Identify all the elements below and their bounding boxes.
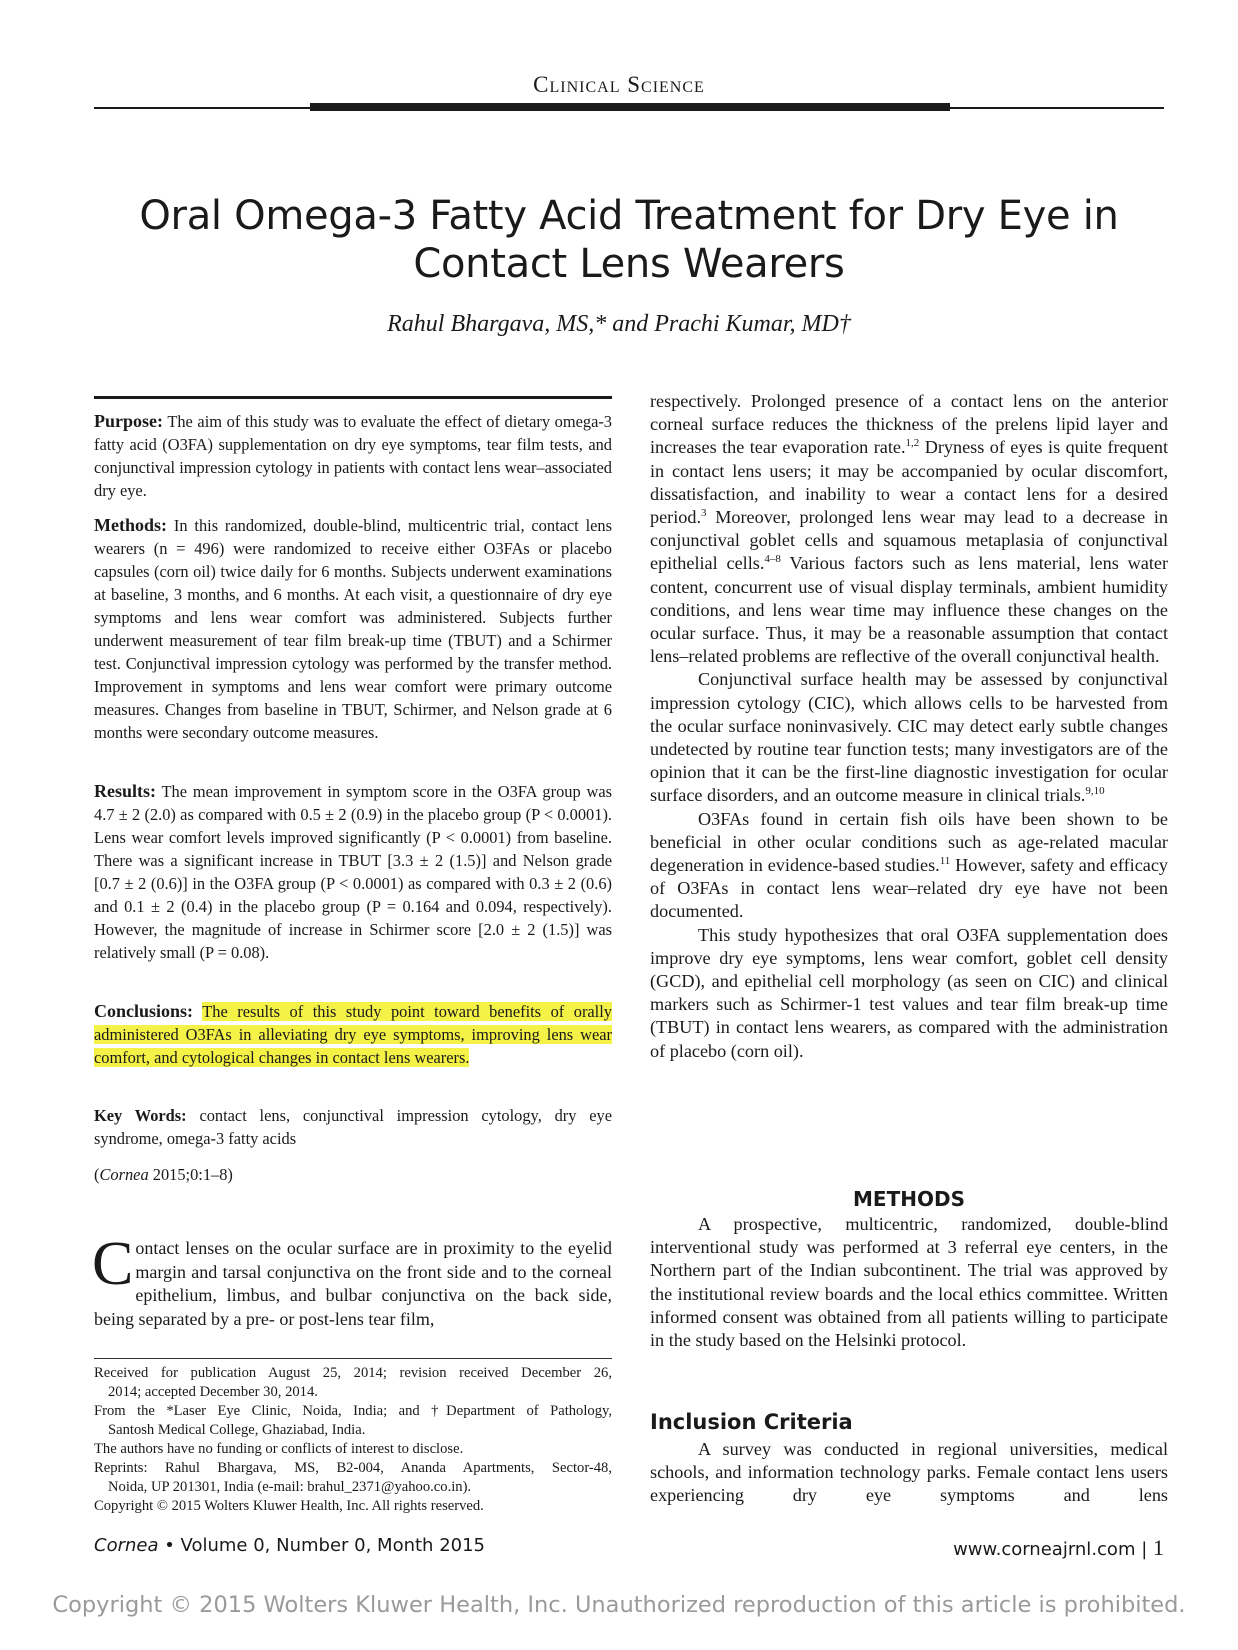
footer-url-page: [953, 1535, 1164, 1561]
intro-text: ontact lenses on the ocular surface are in proximity to the eyelid margin and tarsal conjunctiva on the front side and to the corneal epithelium, limbus, and bulbar conjunctiva on the back side, being separated by a pre- or post-lens tear film,: [94, 1238, 612, 1329]
citation-rest: 2015;0:1–8): [152, 1165, 233, 1184]
body-paragraph-2: Conjunctival surface health may be assessed by conjunctival impression cytology (CIC), which allows cells to be harvested from the ocular surface noninvasively. CIC may detect early subtle changes undetected by routine tear function tests; many investigators are of the opinion that it can be the first-line diagnostic investigation for ocular surface disorders, and an outcome measure in clinical trials.$^{9,10}$: [650, 669, 1168, 806]
footnotes: [94, 1364, 612, 1516]
footnote-rule: [94, 1358, 612, 1359]
abstract-methods: [94, 514, 612, 744]
results-text: The mean improvement in symptom score in the O3FA group was 4.7 ± 2 (2.0) as compared with 0.5 ± 2 (0.9) in the placebo group (P < 0.0001). Lens wear comfort levels improved significantly (P < 0.0001) from baseline. There was a significant increase in TBUT [3.3 ± 2 (1.5)] and Nelson grade [0.7 ± 2 (0.6)] in the O3FA group (P < 0.0001) as compared with 0.3 ± 2 (0.6) and 0.1 ± 2 (0.4) in the placebo group (P = 0.164 and 0.094, respectively). However, the magnitude of increase in Schirmer score [2.0 ± 2 (1.5)] was relatively small (P = 0.08).: [94, 782, 612, 962]
footer-journal-name: Cornea: [94, 1535, 159, 1556]
citation-ref: 3: [701, 506, 707, 519]
purpose-text: The aim of this study was to evaluate the effect of dietary omega-3 fatty acid (O3FA) supplementation on dry eye symptoms, tear film tests, and conjunctival impression cytology in patients with contact lens wear–associated dry eye.: [94, 412, 612, 500]
methods-heading-section: METHODS: [853, 1187, 965, 1211]
results-heading: Results:: [94, 781, 156, 801]
citation-ref: 9,10: [1085, 785, 1105, 798]
purpose-heading: Purpose:: [94, 411, 163, 431]
citation-open: (: [94, 1165, 100, 1184]
abstract-results: [94, 780, 612, 964]
footnote-affiliation-cont: Santosh Medical College, Ghaziabad, India.: [108, 1422, 366, 1438]
right-column-body: [650, 390, 1168, 1063]
body-paragraph-3: O3FAs found in certain fish oils have been shown to be beneficial in other ocular conditions such as age-related macular degeneration in evidence-based studies.$^{11}$ However, safety and efficacy of O3FAs in contact lens wear–related dry eye have not been documented.: [650, 808, 1169, 922]
section-label: Clinical Science: [533, 72, 705, 97]
keywords-text: contact lens, conjunctival impression cytology, dry eye syndrome, omega-3 fatty acids: [94, 1106, 612, 1148]
footnote-affiliation: From the *Laser Eye Clinic, Noida, India; and †Department of Pathology,: [94, 1403, 612, 1419]
inclusion-paragraph: A survey was conducted in regional universities, medical schools, and information technology parks. Female contact lens users experiencing dry eye symptoms and lens: [650, 1439, 1168, 1506]
conclusions-heading: Conclusions:: [94, 1001, 194, 1021]
body-paragraph-4: This study hypothesizes that oral O3FA supplementation does improve dry eye symptoms, lens wear comfort, goblet cell density (GCD), and epithelial cell morphology (as seen on CIC) and clinical markers such as Schirmer-1 test values and tear film break-up time (TBUT) in contact lens wearers, as compared with the administration of placebo (corn oil).: [650, 924, 1168, 1061]
footer-issue: • Volume 0, Number 0, Month 2015: [158, 1535, 485, 1556]
methods-heading: Methods:: [94, 515, 167, 535]
citation-journal: Cornea: [99, 1165, 149, 1184]
keywords-heading: Key Words:: [94, 1106, 187, 1125]
journal-url-link[interactable]: www.corneajrnl.com: [953, 1539, 1136, 1560]
inclusion-criteria-heading: Inclusion Criteria: [650, 1410, 853, 1434]
footnote-reprints: Reprints: Rahul Bhargava, MS, B2-004, Ananda Apartments, Sector-48,: [94, 1460, 612, 1476]
citation-ref: 4–8: [764, 553, 781, 566]
header-rule-thick: [310, 103, 950, 111]
abstract-purpose: [94, 410, 612, 502]
body-paragraph-1: respectively. Prolonged presence of a contact lens on the anterior corneal surface reduces the thickness of the prelens lipid layer and increases the tear evaporation rate.$^{1,2}$ Dryness of eyes is quite frequent in contact lens users; it may be accompanied by ocular discomfort, dissatisfaction, and inability to wear a contact lens for a desired period.$^3$ Moreover, prolonged lens wear may lead to a decrease in conjunctival goblet cells and squamous metaplasia of conjunctival epithelial cells.$^{4-8}$ Various factors such as lens material, lens water content, concurrent use of visual display terminals, ambient humidity conditions, and lens wear time may influence these changes on the ocular surface. Thus, it may be a reasonable assumption that contact lens–related problems are reflective of the overall conjunctival health.: [650, 391, 1169, 667]
abstract-citation: [94, 1163, 612, 1186]
author-line: Rahul Bhargava, MS,* and Prachi Kumar, MD†: [387, 311, 851, 337]
methods-paragraph: A prospective, multicentric, randomized, double-blind interventional study was performed at 3 referral eye centers, in the Northern part of the Indian subcontinent. The trial was approved by the institutional review boards and the local ethics committee. Written informed consent was obtained from all patients willing to participate in the study based on the Helsinki protocol.: [650, 1214, 1168, 1351]
footnote-received: Received for publication August 25, 2014; revision received December 26,: [94, 1365, 612, 1381]
citation-ref: 1,2: [905, 437, 920, 450]
footnote-copyright: Copyright © 2015 Wolters Kluwer Health, Inc. All rights reserved.: [94, 1498, 484, 1514]
copyright-watermark: Copyright © 2015 Wolters Kluwer Health, Inc. Unauthorized reproduction of this article is prohibited.: [52, 1592, 1186, 1618]
footer-separator: |: [1135, 1539, 1153, 1560]
citation-ref: 11: [939, 855, 951, 867]
intro-paragraph: [92, 1230, 612, 1331]
article-title: Oral Omega-3 Fatty Acid Treatment for Dry Eye in Contact Lens Wearers: [139, 193, 1119, 287]
footnote-funding: The authors have no funding or conflicts of interest to disclose.: [94, 1441, 464, 1457]
page-number: 1: [1153, 1535, 1164, 1560]
conclusions-highlighted-text[interactable]: The results of this study point toward benefits of orally administered O3FAs in alleviating dry eye symptoms, improving lens wear comfort, and cytological changes in contact lens wearers.: [94, 1002, 612, 1067]
drop-cap: C: [92, 1230, 134, 1298]
abstract-keywords: [94, 1104, 612, 1150]
footer-journal-info: [94, 1535, 485, 1556]
abstract-rule: [94, 396, 612, 399]
methods-text: In this randomized, double-blind, multicentric trial, contact lens wearers (n = 496) were randomized to receive either O3FAs or placebo capsules (corn oil) twice daily for 6 months. Subjects underwent examinations at baseline, 3 months, and 6 months. At each visit, a questionnaire of dry eye symptoms and lens wear comfort was administered. Subjects further underwent measurement of tear film break-up time (TBUT) and a Schirmer test. Conjunctival impression cytology was performed by the transfer method. Improvement in symptoms and lens wear comfort were primary outcome measures. Changes from baseline in TBUT, Schirmer, and Nelson grade at 6 months were secondary outcome measures.: [94, 516, 612, 742]
footnote-reprints-cont: Noida, UP 201301, India (e-mail: brahul_2371@yahoo.co.in).: [108, 1479, 472, 1495]
abstract-conclusions: [94, 1000, 612, 1069]
footnote-received-cont: 2014; accepted December 30, 2014.: [108, 1384, 318, 1400]
